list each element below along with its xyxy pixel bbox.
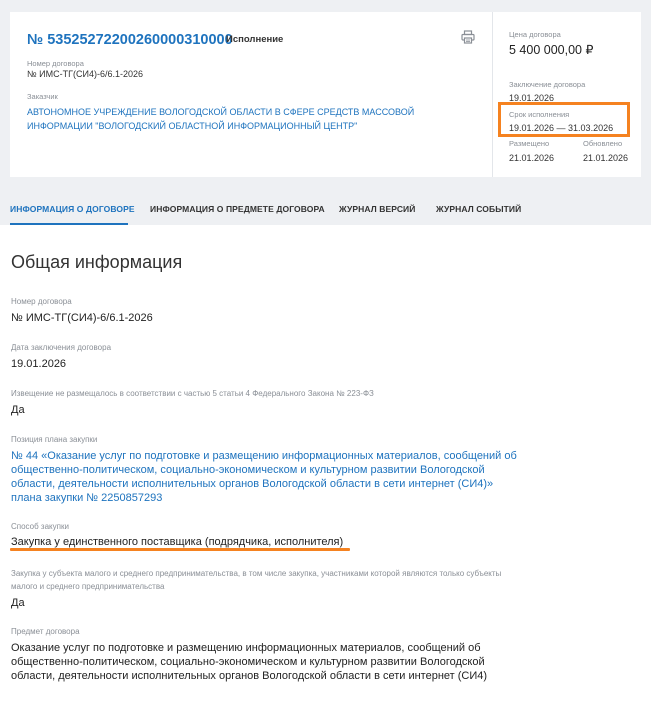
updated-value: 21.01.2026: [583, 153, 629, 163]
contract-card: [10, 12, 641, 177]
status-badge: Исполнение: [226, 34, 284, 45]
field-value-sme: Да: [11, 597, 25, 609]
field-value-procurement-method: Закупка у единственного поставщика (подрядчика, исполнителя): [11, 536, 344, 548]
updated-label: Обновлено: [583, 139, 623, 148]
contract-header-area: [0, 0, 651, 225]
placed-label: Размещено: [509, 139, 550, 148]
customer-label: Заказчик: [27, 92, 58, 101]
term-value: 19.01.2026 — 31.03.2026: [509, 123, 614, 133]
tab-event-log[interactable]: ЖУРНАЛ СОБЫТИЙ: [436, 204, 522, 214]
field-value-notice: Да: [11, 404, 25, 416]
procurement-method-highlight: [10, 548, 350, 551]
field-value-conclusion-date: 19.01.2026: [11, 358, 67, 370]
field-label-subject: Предмет договора: [11, 627, 80, 636]
printer-icon[interactable]: [461, 30, 475, 44]
term-label: Срок исполнения: [509, 110, 570, 119]
tab-contract-info[interactable]: ИНФОРМАЦИЯ О ДОГОВОРЕ: [10, 204, 135, 214]
conclusion-label: Заключение договора: [509, 80, 586, 89]
price-label: Цена договора: [509, 30, 561, 39]
page-title: Общая информация: [11, 252, 183, 272]
placed-value: 21.01.2026: [509, 153, 555, 163]
active-tab-indicator: [10, 223, 128, 225]
field-label-plan-position: Позиция плана закупки: [11, 435, 98, 444]
tab-subject-info[interactable]: ИНФОРМАЦИЯ О ПРЕДМЕТЕ ДОГОВОРА: [150, 204, 325, 214]
field-label-conclusion-date: Дата заключения договора: [11, 343, 112, 352]
field-label-notice: Извещение не размещалось в соответствии с частью 5 статьи 4 Федерального Закона № 223-ФЗ: [11, 389, 374, 398]
contract-no-label: Номер договора: [27, 59, 84, 68]
plan-position-link[interactable]: № 44 «Оказание услуг по подготовке и размещению информационных материалов, сообщений об общественно-политическом, социально-экономическом и культурном развитии Вологодской области, деятельности исполнительных органов Вологодской области в сети интернет (СИ4)» плана закупки № 2250857293: [11, 450, 517, 504]
field-label-sme: Закупка у субъекта малого и среднего предпринимательства, в том числе закупка, участниками которой являются только субъекты малого и среднего предпринимательства: [11, 569, 502, 591]
customer-link[interactable]: АВТОНОМНОЕ УЧРЕЖДЕНИЕ ВОЛОГОДСКОЙ ОБЛАСТИ В СФЕРЕ СРЕДСТВ МАССОВОЙ ИНФОРМАЦИИ "ВОЛОГОДСКИЙ ОБЛАСТНОЙ ИНФОРМАЦИОННЫЙ ЦЕНТР": [27, 107, 415, 131]
field-label-procurement-method: Способ закупки: [11, 522, 69, 531]
field-value-contract-no: № ИМС-ТГ(СИ4)-6/6.1-2026: [11, 312, 153, 324]
term-highlight-box: [498, 102, 630, 137]
price-value: 5 400 000,00 ₽: [509, 43, 594, 57]
conclusion-value: 19.01.2026: [509, 93, 555, 103]
tab-bar: [0, 198, 651, 225]
contract-card-main: [10, 12, 492, 177]
contract-number: № 53525272200260000310000: [27, 32, 233, 48]
field-label-contract-no: Номер договора: [11, 297, 72, 306]
tab-version-log[interactable]: ЖУРНАЛ ВЕРСИЙ: [339, 204, 416, 214]
contract-no-value: № ИМС-ТГ(СИ4)-6/6.1-2026: [27, 69, 143, 79]
field-value-subject: Оказание услуг по подготовке и размещению информационных материалов, сообщений об общественно-политическом, социально-экономическом и культурном развитии Вологодской области, деятельности исполнительных органов Вологодской области в сети интернет (СИ4): [11, 642, 488, 682]
contract-card-summary: [492, 12, 642, 177]
